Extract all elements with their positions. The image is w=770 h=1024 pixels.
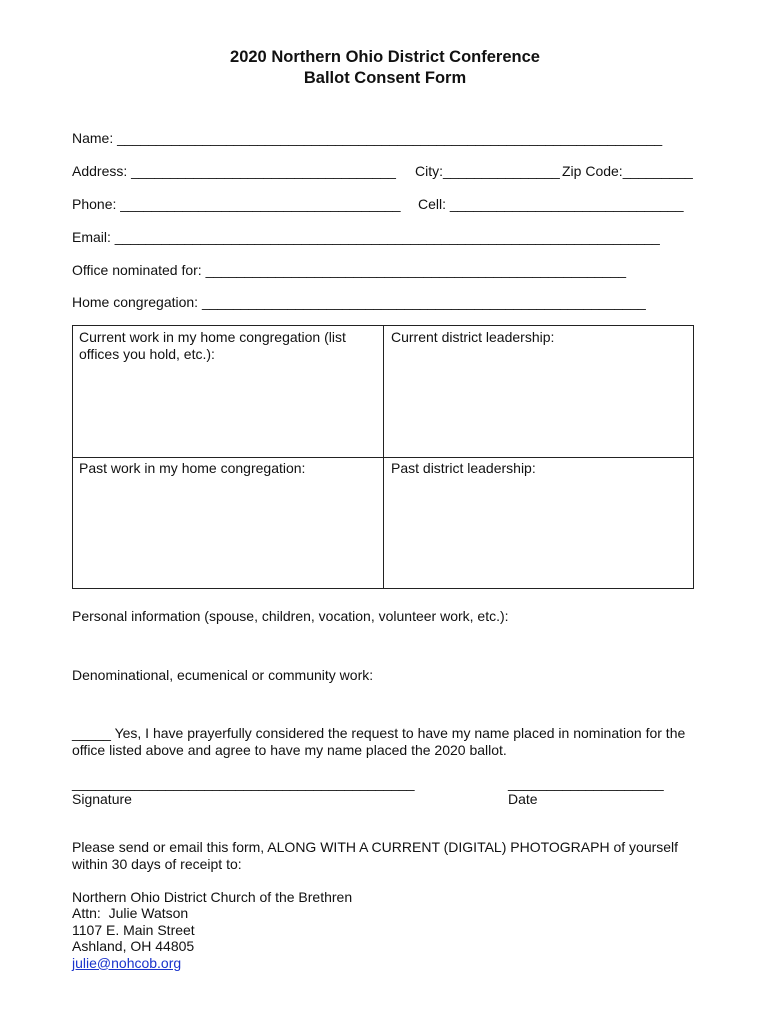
city-field[interactable]: City:_______________ — [415, 163, 560, 179]
zip-code-field[interactable]: Zip Code:_________ — [562, 163, 693, 179]
date-line[interactable]: ____________________ — [508, 775, 664, 791]
home-congregation-field[interactable]: Home congregation: _________________________________________________________ — [72, 294, 646, 310]
current-work-cell[interactable]: Current work in my home congregation (list offices you hold, etc.): — [79, 329, 346, 362]
form-subtitle: Ballot Consent Form — [303, 69, 467, 87]
date-label: Date — [508, 791, 538, 807]
phone-field[interactable]: Phone: ____________________________________ — [72, 196, 401, 212]
office-nominated-field[interactable]: Office nominated for: ______________________________________________________ — [72, 262, 627, 278]
consent-statement[interactable]: _____ Yes, I have prayerfully considered the request to have my name placed in nomination for the office listed above and agree to have my name placed the 2020 ballot. — [72, 725, 690, 758]
instructions-text: Please send or email this form, ALONG WITH A CURRENT (DIGITAL) PHOTOGRAPH of yourself within 30 days of receipt to: — [72, 839, 682, 872]
grid-horizontal-divider — [73, 457, 693, 458]
form-title: 2020 Northern Ohio District Conference — [230, 48, 540, 66]
cell-field[interactable]: Cell: ______________________________ — [418, 196, 684, 212]
denominational-work-label[interactable]: Denominational, ecumenical or community work: — [72, 667, 374, 683]
past-district-leadership-cell[interactable]: Past district leadership: — [391, 460, 536, 476]
current-district-leadership-cell[interactable]: Current district leadership: — [391, 329, 555, 345]
past-work-cell[interactable]: Past work in my home congregation: — [79, 460, 306, 476]
signature-line[interactable]: ____________________________________________ — [72, 775, 415, 791]
personal-information-label[interactable]: Personal information (spouse, children, vocation, volunteer work, etc.): — [72, 608, 509, 624]
leadership-grid — [72, 325, 694, 589]
address-attention: Attn: Julie Watson — [72, 905, 189, 922]
address-street: 1107 E. Main Street — [72, 921, 195, 938]
email-field[interactable]: Email: ______________________________________________________________________ — [72, 229, 660, 245]
contact-email-link[interactable]: julie@nohcob.org — [72, 954, 182, 971]
signature-label: Signature — [72, 791, 132, 807]
address-field[interactable]: Address: __________________________________ — [72, 163, 396, 179]
mailing-address — [72, 889, 352, 971]
address-city-state-zip: Ashland, OH 44805 — [72, 938, 195, 955]
address-organization: Northern Ohio District Church of the Brethren — [72, 889, 353, 905]
name-field[interactable]: Name: ______________________________________________________________________ — [72, 130, 663, 146]
